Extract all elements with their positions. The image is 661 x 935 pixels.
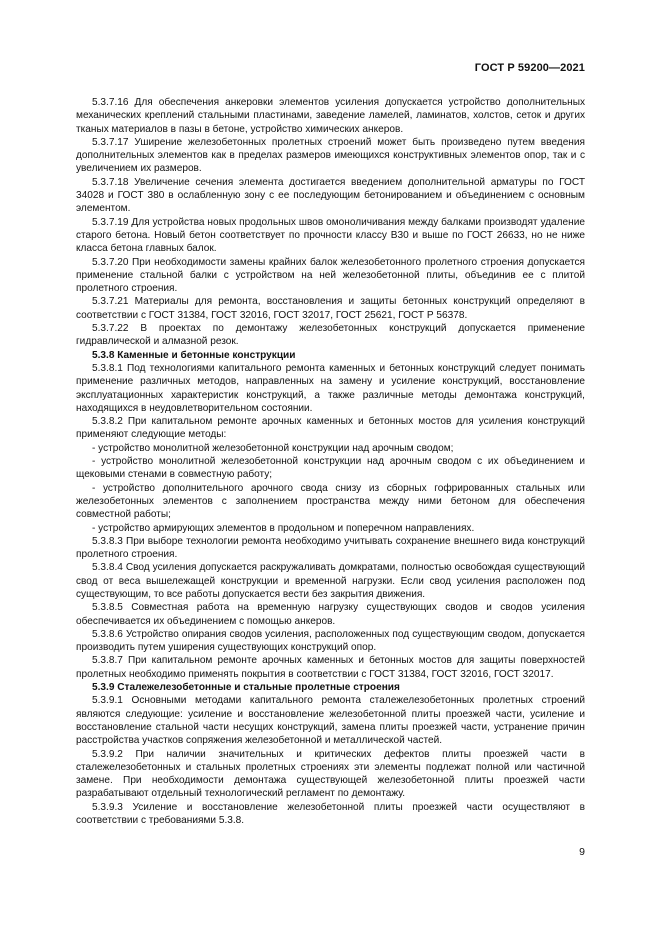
section-heading: 5.3.9 Сталежелезобетонные и стальные пролетные строения bbox=[92, 682, 400, 694]
paragraph: 5.3.8.3 При выборе технологии ремонта необходимо учитывать сохранение внешнего вида конструкций пролетного строения. bbox=[76, 535, 585, 561]
paragraph: 5.3.8.5 Совместная работа на временную нагрузку существующих сводов и сводов усиления обеспечивается их объединением с помощью анкеров. bbox=[76, 602, 585, 627]
paragraph: - устройство армирующих элементов в продольном и поперечном направлениях. bbox=[92, 522, 475, 534]
paragraph: 5.3.9.3 Усиление и восстановление железобетонной плиты проезжей части осуществляют в соответствии с требованиями 5.3.8. bbox=[76, 801, 585, 827]
paragraph: - устройство монолитной железобетонной конструкции над арочным сводом; bbox=[92, 442, 454, 454]
paragraph: 5.3.9.1 Основными методами капитального ремонта сталежелезобетонных пролетных строений являются следующие: усиление и восстановление железобетонной плиты проезжей части, усиление и восстановление стальной части несущих конструкций, замена плиты проезжей части, устранение причин расстройства участков сопряжения железобетонной и металлической частей. bbox=[76, 695, 585, 747]
paragraph: 5.3.7.19 Для устройства новых продольных швов омоноличивания между балками производят удаление старого бетона. Новый бетон соответствует по прочности классу В30 и выше по ГОСТ 26633, но не ниже класса бетона главных балок. bbox=[76, 216, 585, 255]
paragraph: 5.3.8.1 Под технологиями капитального ремонта каменных и бетонных конструкций следует понимать применение различных методов, направленных на замену и усиление конструкций, восстановление эксплуатационных характеристик конструкций, а также различные методы демонтажа конструкций, находящихся в неудовлетворительном состоянии. bbox=[76, 362, 585, 414]
paragraph: - устройство дополнительного арочного свода снизу из сборных гофрированных стальных или железобетонных элементов с заполнением пространства между ними бетоном для обеспечения совместной работы; bbox=[76, 482, 585, 521]
paragraph: 5.3.7.18 Увеличение сечения элемента достигается введением дополнительной арматуры по ГОСТ 34028 и ГОСТ 380 в ослабленную зону с ее последующим бетонированием и объединением с основным элементом. bbox=[76, 176, 585, 215]
paragraph: 5.3.8.7 При капитальном ремонте арочных каменных и бетонных мостов для защиты поверхностей пролетных необходимо применять покрытия в соответствии с ГОСТ 31384, ГОСТ 32016, ГОСТ 32017. bbox=[76, 655, 585, 680]
paragraph: 5.3.7.20 При необходимости замены крайних балок железобетонного пролетного строения допускается применение стальной балки с устройством на ней железобетонной плиты, объединив ее с плитой пролетного строения. bbox=[76, 256, 585, 295]
paragraph: 5.3.9.2 При наличии значительных и критических дефектов плиты проезжей части в сталежелезобетонных и стальных пролетных строениях эти элементы подлежат полной или частичной замене. При необходимости демонтажа существующей железобетонной плиты проезжей части разрабатывают отдельный технологический регламент по демонтажу. bbox=[76, 748, 585, 800]
paragraph: 5.3.7.16 Для обеспечения анкеровки элементов усиления допускается устройство дополнительных механических креплений стальными пластинами, заведение ламелей, ламинатов, холстов, сеток и других тканых материалов в пазы в бетоне, устройство химических анкеров. bbox=[76, 97, 585, 135]
paragraph: 5.3.8.2 При капитальном ремонте арочных каменных и бетонных мостов для усиления конструкций применяют следующие методы: bbox=[76, 416, 585, 441]
paragraph: - устройство монолитной железобетонной конструкции над арочным сводом с их объединением и щековыми стенами в совместную работу; bbox=[76, 456, 585, 481]
page-body bbox=[76, 96, 585, 827]
paragraph: 5.3.7.22 В проектах по демонтажу железобетонных конструкций допускается применение гидравлической и алмазной резок. bbox=[76, 323, 585, 348]
paragraph: 5.3.7.21 Материалы для ремонта, восстановления и защиты бетонных конструкций определяют в соответствии с ГОСТ 31384, ГОСТ 32016, ГОСТ 32017, ГОСТ 25621, ГОСТ Р 56378. bbox=[76, 296, 585, 321]
paragraph: 5.3.7.17 Уширение железобетонных пролетных строений может быть произведено путем введения дополнительных элементов как в пределах размеров имеющихся конструктивных элементов опор, так и с увеличением их размеров. bbox=[76, 136, 585, 175]
page-number: 9 bbox=[579, 846, 585, 858]
document-code: ГОСТ Р 59200—2021 bbox=[474, 62, 585, 74]
paragraph: 5.3.8.4 Свод усиления допускается раскружаливать домкратами, полностью освобождая существующий свод от веса вышележащей конструкции и временной нагрузки. Если свод усиления расположен под существующим, то все работы допускается вести без закрытия движения. bbox=[76, 562, 585, 600]
section-heading: 5.3.8 Каменные и бетонные конструкции bbox=[92, 349, 296, 361]
paragraph: 5.3.8.6 Устройство опирания сводов усиления, расположенных под существующим сводом, допускается производить путем уширения существующих конструкций опор. bbox=[76, 628, 585, 654]
